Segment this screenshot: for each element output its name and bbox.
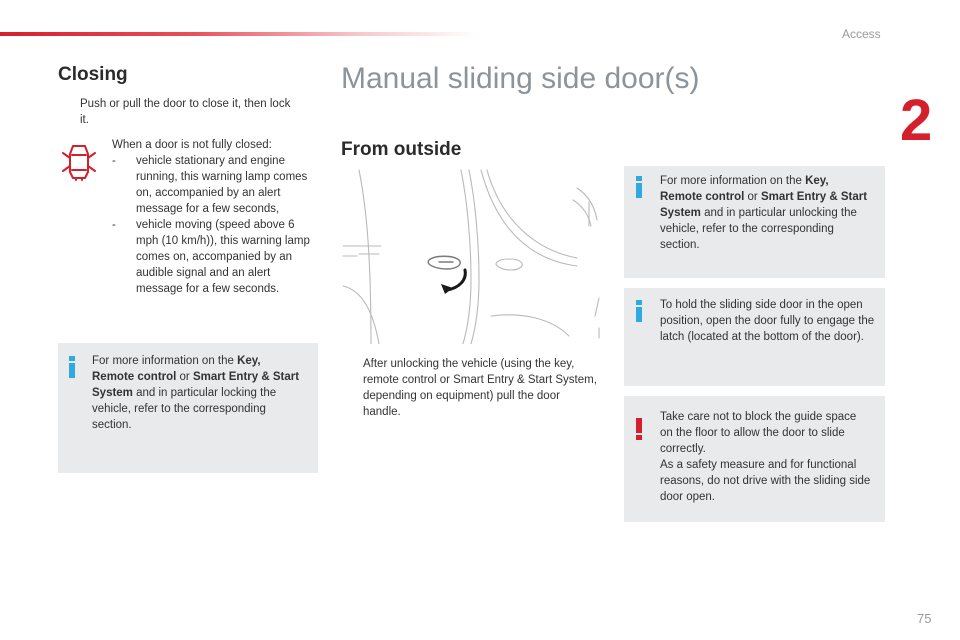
hold-open-text: To hold the sliding side door in the open position, open the door fully to engage the latch (located at the bottom of the door).	[660, 299, 875, 343]
info-text: For more information on the	[92, 355, 238, 367]
from-outside-heading: From outside	[341, 139, 462, 160]
info-icon	[69, 356, 75, 378]
info-key-link: Key, Remote control	[92, 355, 261, 383]
guide-space-warning-box	[624, 396, 885, 522]
list-item	[112, 153, 320, 217]
page-number: 75	[917, 611, 932, 626]
info-icon	[636, 300, 642, 322]
info-key-link: Key, Remote control	[660, 175, 829, 203]
list-item	[112, 217, 320, 297]
info-text: and in particular unlocking the vehicle, refer to the corresponding section.	[660, 207, 857, 251]
closing-step: Push or pull the door to close it, then lock it.	[80, 98, 291, 126]
warning-text-guide: Take care not to block the guide space on the floor to allow the door to slide correctly.	[660, 411, 857, 455]
key-info-box	[624, 166, 885, 278]
info-ses-link: Smart Entry & Start System	[92, 371, 300, 399]
warning-item-stationary: vehicle stationary and engine running, this warning lamp comes on, accompanied by an alert message for a few seconds,	[136, 155, 308, 215]
info-text: For more information on the	[660, 175, 806, 187]
info-text: or	[744, 191, 761, 203]
page-title: Manual sliding side door(s)	[341, 62, 700, 95]
sliding-door-illustration	[341, 166, 603, 344]
info-icon	[636, 176, 642, 198]
info-text: and in particular locking the vehicle, refer to the corresponding section.	[92, 387, 277, 431]
closing-heading: Closing	[58, 64, 128, 85]
warning-item-moving: vehicle moving (speed above 6 mph (10 km/h)), this warning lamp comes on, accompanied by an audible signal and an alert message for a few seconds.	[136, 219, 310, 295]
warning-icon	[636, 418, 642, 440]
hold-open-info-box	[624, 288, 885, 386]
closing-info-box	[58, 343, 318, 473]
list-dash: -	[112, 155, 116, 167]
info-text: or	[176, 371, 193, 383]
outside-step: After unlocking the vehicle (using the key, remote control or Smart Entry & Start System, depending on equipment) pull the door handle.	[363, 358, 597, 418]
door-warning-text	[112, 137, 320, 297]
door-open-warning-icon	[60, 142, 98, 182]
section-name: Access	[842, 27, 881, 41]
info-ses-link: Smart Entry & Start System	[660, 191, 868, 219]
header-accent-bar	[0, 32, 480, 36]
door-warning-intro: When a door is not fully closed:	[112, 139, 272, 151]
chapter-number: 2	[900, 88, 933, 153]
warning-text-drive: As a safety measure and for functional reasons, do not drive with the sliding side door open.	[660, 459, 871, 503]
list-dash: -	[112, 219, 116, 231]
